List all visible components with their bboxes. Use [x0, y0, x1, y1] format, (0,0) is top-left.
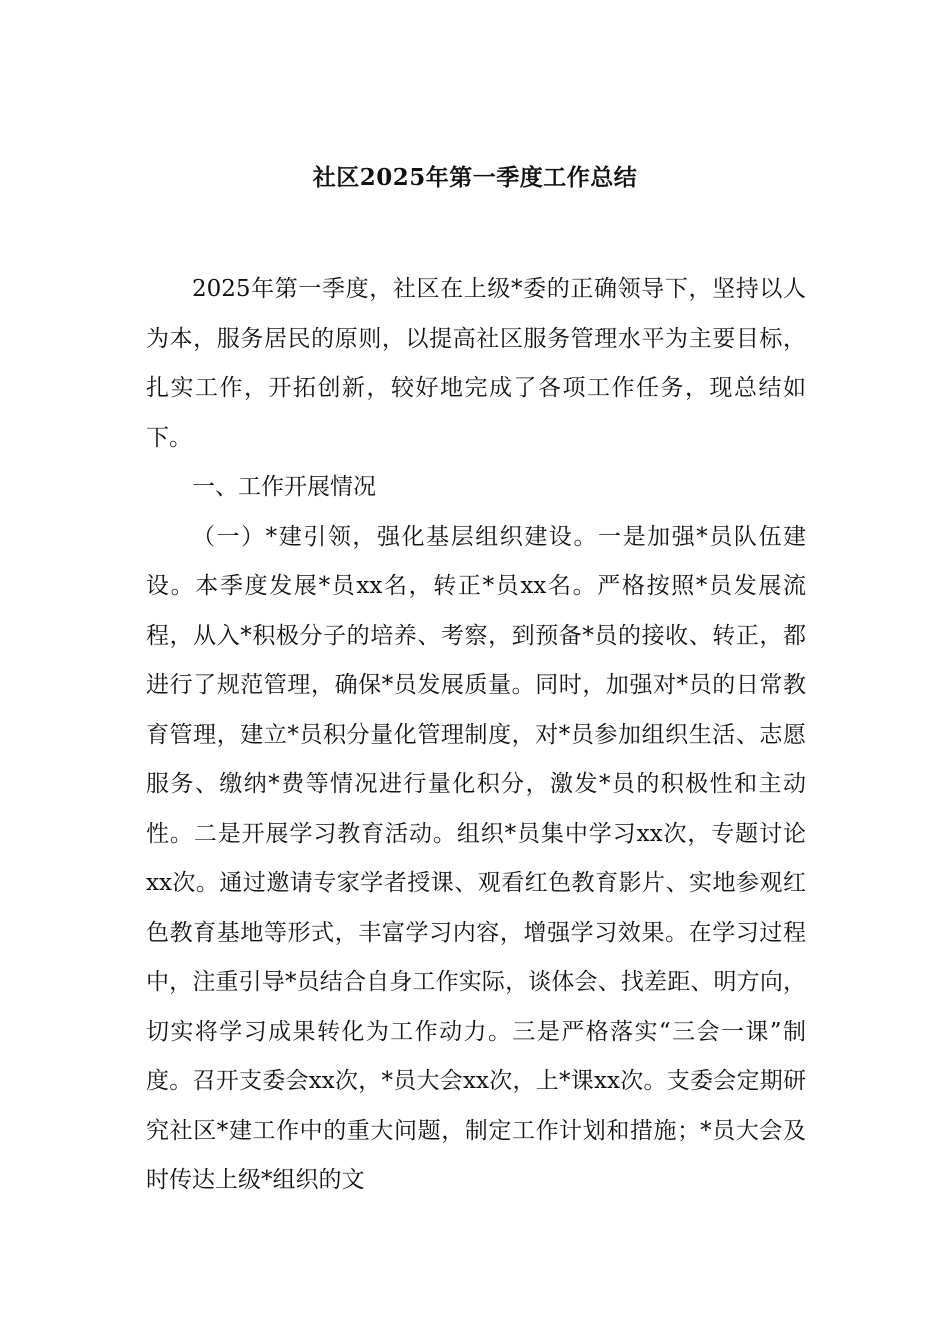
document-title: 社区2025年第一季度工作总结	[312, 164, 638, 191]
section-paragraph: （一）*建引领，强化基层组织建设。一是加强*员队伍建设。本季度发展*员xx名，转正*员xx名。严格按照*员发展流程，从入*积极分子的培养、考察，到预备*员的接收、转正，都进行了规范管理，确保*员发展质量。同时，加强对*员的日常教育管理，建立*员积分量化管理制度，对*员参加组织生活、志愿服务、缴纳*费等情况进行量化积分，激发*员的积极性和主动性。二是开展学习教育活动。组织*员集中学习xx次，专题讨论xx次。通过邀请专家学者授课、观看红色教育影片、实地参观红色教育基地等形式，丰富学习内容，增强学习效果。在学习过程中，注重引导*员结合自身工作实际，谈体会、找差距、明方向，切实将学习成果转化为工作动力。三是严格落实“三会一课”制度。召开支委会xx次，*员大会xx次，上*课xx次。支委会定期研究社区*建工作中的重大问题，制定工作计划和措施；*员大会及时传达上级*组织的文	[146, 523, 806, 1193]
section-heading: 一、工作开展情况	[192, 474, 376, 500]
intro-paragraph: 2025年第一季度，社区在上级*委的正确领导下，坚持以人为本，服务居民的原则，以提高社区服务管理水平为主要目标，扎实工作，开拓创新，较好地完成了各项工作任务，现总结如下。	[146, 276, 806, 451]
document-body	[146, 265, 806, 1206]
